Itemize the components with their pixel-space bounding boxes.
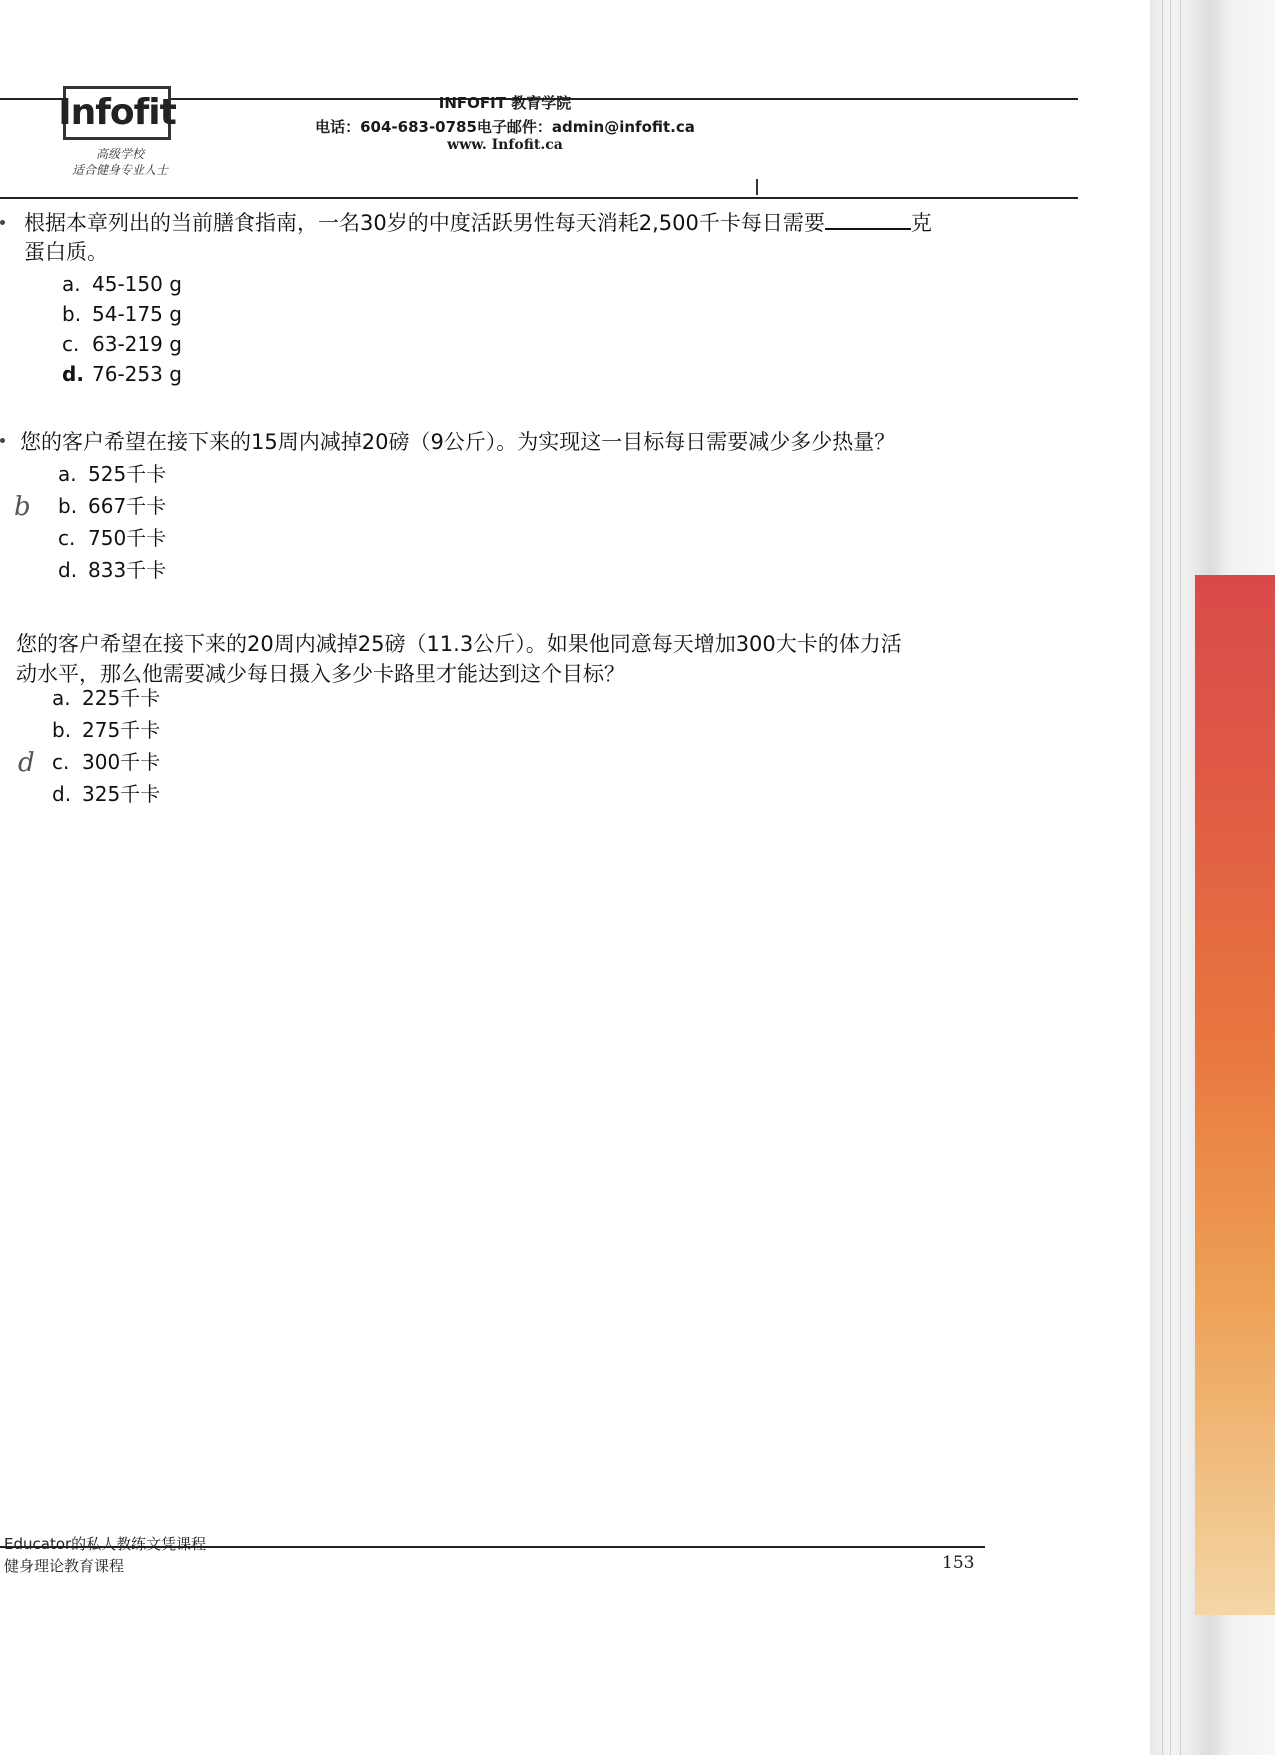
infofit-logo bbox=[58, 86, 176, 140]
option-3a: a. 225千卡 bbox=[52, 686, 161, 710]
question-2-text: 您的客户希望在接下来的15周内减掉20磅（9公斤）。为实现这一目标每日需要减少多少热量？ bbox=[20, 430, 896, 454]
option-2d: d. 833千卡 bbox=[58, 558, 167, 582]
footer-course-subtitle: 健身理论教育课程 bbox=[4, 1557, 125, 1575]
footer-course-title: Educator的私人教练文凭课程 bbox=[4, 1535, 207, 1553]
page-edge-line bbox=[1162, 0, 1163, 1755]
option-1d: d. 76-253 g bbox=[62, 362, 182, 386]
option-3b: b. 275千卡 bbox=[52, 718, 161, 742]
question-3-line1: 您的客户希望在接下来的20周内减掉25磅（11.3公斤）。如果他同意每天增加300大卡的体力活 bbox=[16, 632, 902, 656]
question-1-line2: 蛋白质。 bbox=[24, 240, 108, 264]
question-bullet bbox=[0, 438, 5, 443]
page-edge-line bbox=[1170, 0, 1171, 1755]
book-cover-edge bbox=[1195, 575, 1275, 1615]
option-2c: c. 750千卡 bbox=[58, 526, 167, 550]
option-1c: c. 63-219 g bbox=[62, 332, 182, 356]
header-rule-bottom bbox=[0, 197, 1078, 199]
option-1a: a. 45-150 g bbox=[62, 272, 182, 296]
page-edge-line bbox=[1180, 0, 1181, 1755]
option-3d: d. 325千卡 bbox=[52, 782, 161, 806]
question-bullet bbox=[0, 220, 5, 225]
header-website: www. Infofit.ca bbox=[447, 137, 563, 153]
question-1-suffix: 克 bbox=[910, 211, 932, 235]
handwritten-answer-mark: b bbox=[14, 492, 31, 522]
answer-blank bbox=[825, 210, 911, 230]
handwritten-answer-mark: d bbox=[18, 748, 35, 778]
option-2b: b. 667千卡 bbox=[58, 494, 167, 518]
logo-subtitle-1: 高级学校 bbox=[95, 147, 144, 161]
question-3-line2: 动水平，那么他需要减少每日摄入多少卡路里才能达到这个目标？ bbox=[16, 662, 625, 686]
question-1-text bbox=[24, 209, 1084, 238]
logo-subtitle-2: 适合健身专业人士 bbox=[71, 163, 168, 177]
option-1b: b. 54-175 g bbox=[62, 302, 182, 326]
question-1-line1: 根据本章列出的当前膳食指南，一名30岁的中度活跃男性每天消耗2,500千卡每日需要 bbox=[24, 211, 825, 235]
scan-mark bbox=[756, 179, 758, 195]
option-2a: a. 525千卡 bbox=[58, 462, 167, 486]
option-3c: c. 300千卡 bbox=[52, 750, 161, 774]
logo-text: Infofit bbox=[58, 92, 176, 133]
header-title: INFOFIT 教育学院 bbox=[438, 94, 572, 112]
header-contact: 电话：604-683-0785电子邮件：admin@infofit.ca bbox=[315, 118, 695, 136]
page-number: 153 bbox=[942, 1553, 975, 1573]
